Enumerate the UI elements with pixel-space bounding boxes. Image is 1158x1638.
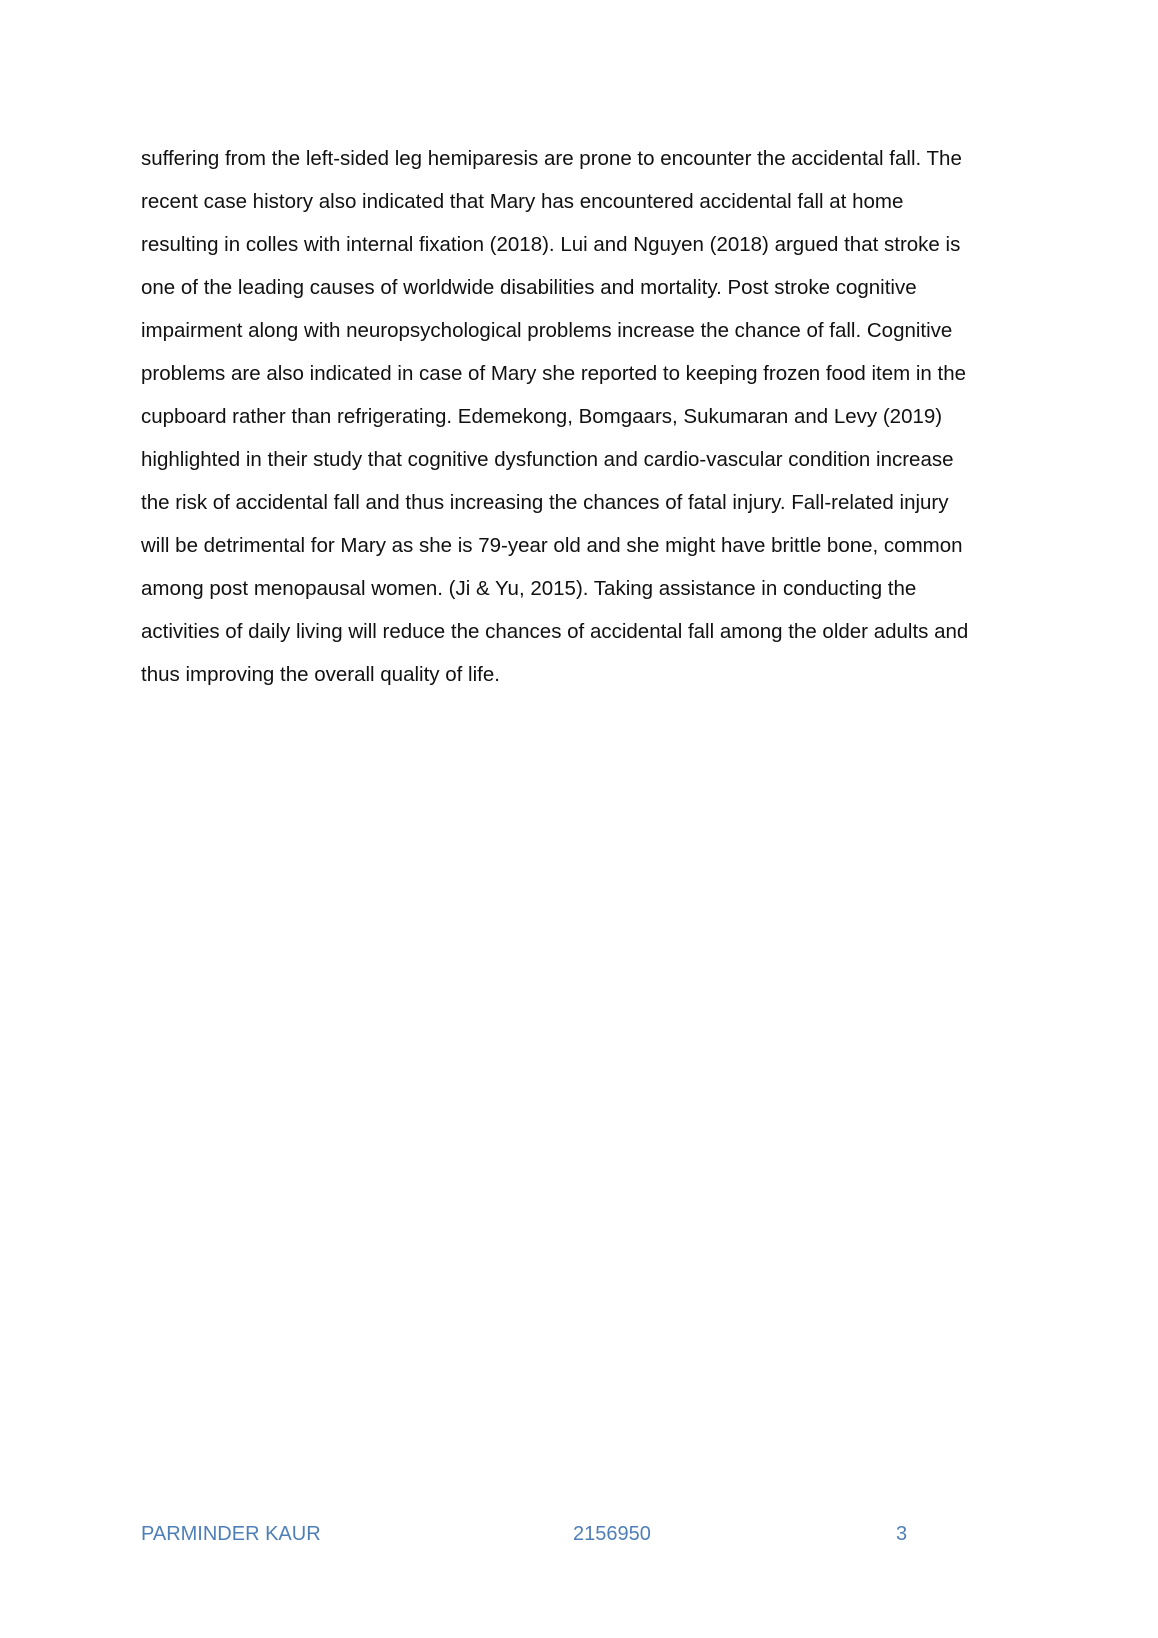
paragraph-line: cupboard rather than refrigerating. Edemekong, Bomgaars, Sukumaran and Levy (2019) — [141, 405, 943, 428]
body-paragraph — [141, 137, 1041, 696]
paragraph-line: resulting in colles with internal fixation (2018). Lui and Nguyen (2018) argued that stroke is — [141, 233, 961, 256]
paragraph-line: suffering from the left-sided leg hemiparesis are prone to encounter the accidental fall. The — [141, 147, 962, 170]
paragraph-line: highlighted in their study that cognitive dysfunction and cardio-vascular condition increase — [141, 448, 954, 471]
paragraph-line: activities of daily living will reduce the chances of accidental fall among the older adults and — [141, 620, 969, 643]
footer-student-id: 2156950 — [573, 1523, 651, 1545]
footer-author-name: PARMINDER KAUR — [141, 1523, 321, 1545]
paragraph-line: thus improving the overall quality of life. — [141, 663, 500, 686]
paragraph-line: impairment along with neuropsychological problems increase the chance of fall. Cognitive — [141, 319, 953, 342]
paragraph-line: problems are also indicated in case of Mary she reported to keeping frozen food item in the — [141, 362, 967, 385]
paragraph-line: the risk of accidental fall and thus increasing the chances of fatal injury. Fall-related injury — [141, 491, 949, 514]
paragraph-line: among post menopausal women. (Ji & Yu, 2015). Taking assistance in conducting the — [141, 577, 917, 600]
paragraph-line: will be detrimental for Mary as she is 79-year old and she might have brittle bone, common — [141, 534, 963, 557]
paragraph-line: one of the leading causes of worldwide disabilities and mortality. Post stroke cognitive — [141, 276, 917, 299]
paragraph-line: recent case history also indicated that Mary has encountered accidental fall at home — [141, 190, 904, 213]
footer-page-number: 3 — [896, 1523, 908, 1545]
